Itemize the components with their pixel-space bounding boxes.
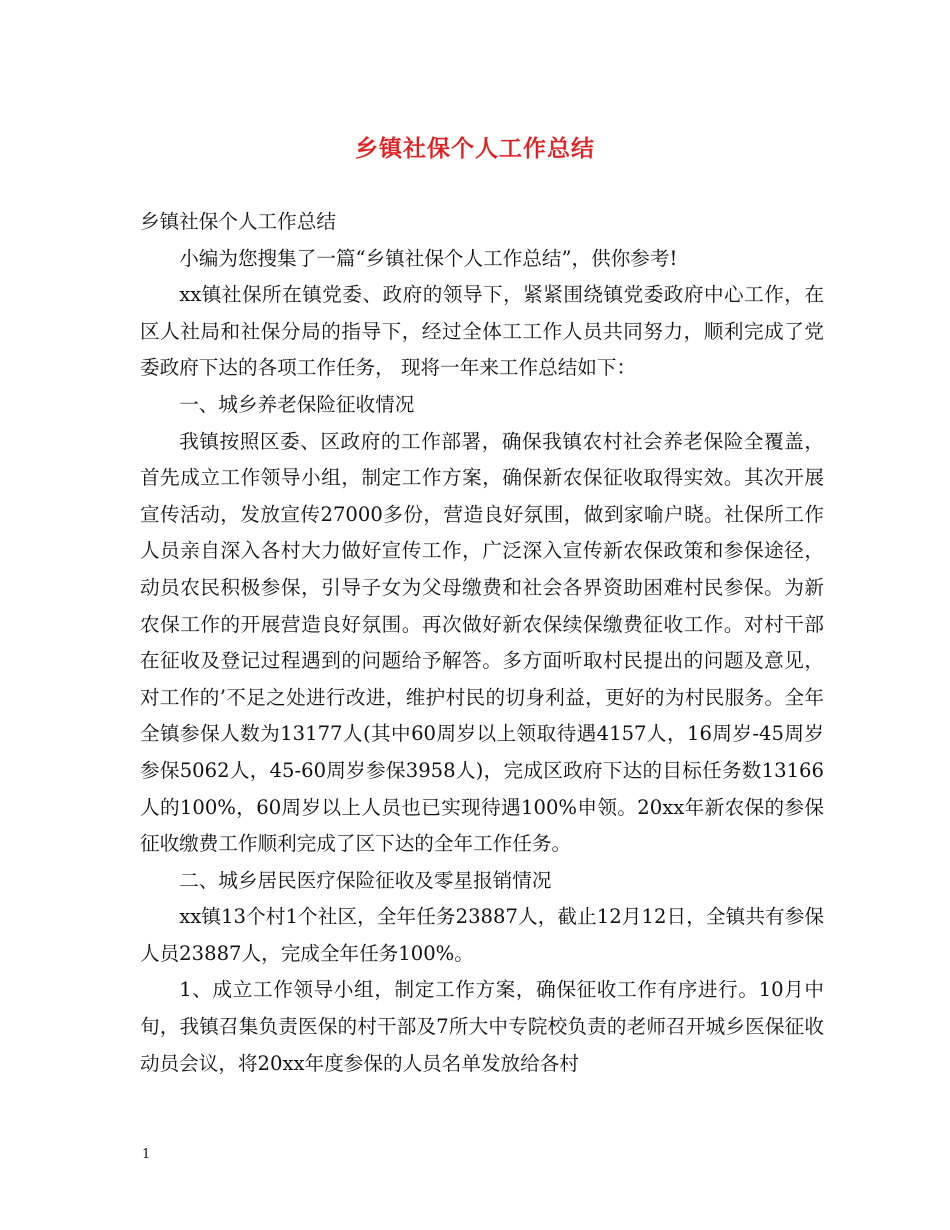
paragraph-doc-heading: 乡镇社保个人工作总结 (140, 210, 336, 233)
document-title: 乡镇社保个人工作总结 (355, 135, 595, 162)
section-heading-medical: 二、城乡居民医疗保险征收及零星报销情况 (179, 868, 552, 892)
paragraph-intro: 小编为您搜集了一篇“乡镇社保个人工作总结”，供你参考! (179, 246, 678, 270)
paragraph-medical-summary: xx镇13个村1个社区，全年任务23887人，截止12月12日，全镇共有参保人员23887人，完成全年任务100%。 (140, 905, 824, 965)
page-number: 1 (142, 1147, 151, 1162)
paragraph-overview: xx镇社保所在镇党委、政府的领导下，紧紧围绕镇党委政府中心工作，在区人社局和社保分局的指导下，经过全体工工作人员共同努力，顺利完成了党委政府下达的各项工作任务， 现将一年来工作总结如下： (140, 283, 824, 380)
document-body (140, 204, 824, 1082)
paragraph-pension: 我镇按照区委、区政府的工作部署，确保我镇农村社会养老保险全覆盖，首先成立工作领导小组，制定工作方案，确保新农保征收取得实效。其次开展宣传活动，发放宣传27000多份，营造良好氛围，做到家喻户晓。社保所工作人员亲自深入各村大力做好宣传工作，广泛深入宣传新农保政策和参保途径，动员农民积极参保，引导子女为父母缴费和社会各界资助困难村民参保。为新农保工作的开展营造良好氛围。再次做好新农保续保缴费征收工作。对村干部在征收及登记过程遇到的问题给予解答。多方面听取村民提出的问题及意见，对工作的’不足之处进行改进，维护村民的切身利益，更好的为村民服务。全年全镇参保人数为13177人(其中60周岁以上领取待遇4157人，16周岁-45周岁参保5062人，45-60周岁参保3958人)，完成区政府下达的目标任务数13166人的100%，60周岁以上人员也已实现待遇100%申领。20xx年新农保的参保征收缴费工作顺利完成了区下达的全年工作任务。 (140, 429, 824, 856)
section-heading-pension: 一、城乡养老保险征收情况 (179, 392, 415, 416)
paragraph-medical-steps: 1、成立工作领导小组，制定工作方案，确保征收工作有序进行。10月中旬，我镇召集负责医保的村干部及7所大中专院校负责的老师召开城乡医保征收动员会议，将20xx年度参保的人员名单发放给各村 (140, 978, 824, 1075)
